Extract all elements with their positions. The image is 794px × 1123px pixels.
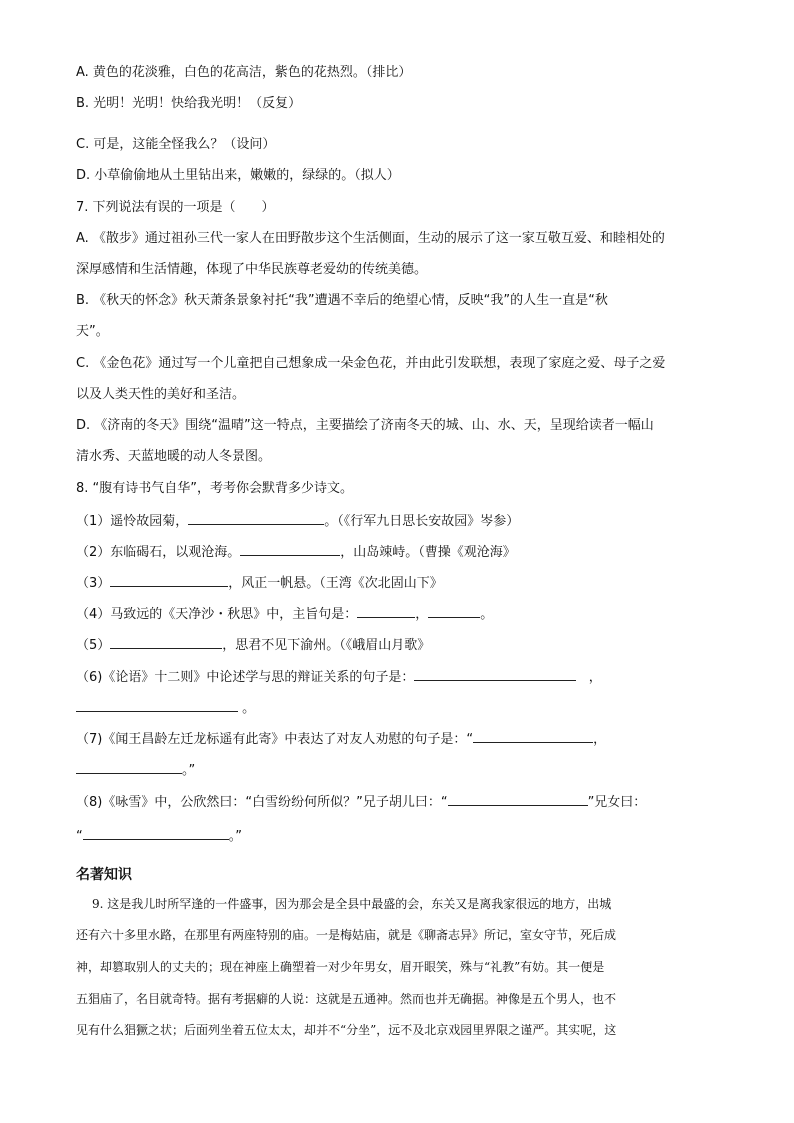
answer-blank[interactable] [110, 635, 222, 649]
q8-item-4-suffix: 。 [480, 607, 494, 622]
answer-blank[interactable] [110, 573, 228, 587]
answer-blank[interactable] [428, 604, 480, 618]
q7-option-c-line1: C. 《金色花》通过写一个儿童把自己想象成一朵金色花，并由此引发联想，表现了家庭之爱、母子之爱 [76, 356, 666, 371]
q8-item-3-suffix: ，风正一帆悬。（王湾《次北固山下》 [228, 576, 443, 591]
q8-item-3 [76, 573, 716, 593]
q6-option-a: A. 黄色的花淡雅，白色的花高洁，紫色的花热烈。（排比） [76, 65, 412, 80]
q8-item-7-prefix: （7)《闻王昌龄左迁龙标遥有此寄》中表达了对友人劝慰的句子是：“ [76, 732, 474, 747]
q7-option-a-line1: A. 《散步》通过祖孙三代一家人在田野散步这个生活侧面，生动的展示了这一家互敬互爱、和睦相处的 [76, 231, 665, 246]
q7-option-b-line2: 天”。 [76, 324, 109, 339]
q8-item-2 [76, 542, 716, 562]
q8-item-4-comma: ， [415, 607, 429, 622]
q8-item-7-end: 。” [182, 763, 196, 778]
q8-item-5-suffix: ，思君不见下渝州。（《峨眉山月歌》 [222, 638, 431, 653]
q8-item-5 [76, 635, 716, 655]
answer-blank[interactable] [188, 511, 324, 525]
q8-item-7 [76, 729, 716, 749]
q7-option-c-line2: 以及人类天性的美好和圣洁。 [76, 387, 246, 402]
answer-blank[interactable] [473, 729, 593, 743]
answer-blank[interactable] [357, 604, 415, 618]
q6-option-d: D. 小草偷偷地从土里钻出来，嫩嫩的，绿绿的。（拟人） [76, 168, 400, 183]
q8-item-6 [76, 667, 716, 687]
q8-item-5-prefix: （5） [76, 638, 111, 653]
q8-item-6-prefix: （6)《论语》十二则》中论述学与思的辩证关系的句子是： [76, 670, 415, 685]
section-heading: 名著知识 [76, 867, 132, 883]
q8-item-7-comma: ， [593, 732, 607, 747]
q6-option-c: C. 可是，这能全怪我么？（设问） [76, 137, 276, 152]
q6-option-b: B. 光明！光明！快给我光明！（反复） [76, 96, 302, 111]
q8-item-6-end: 。 [242, 701, 256, 716]
q7-option-a-line2: 深厚感情和生活情趣，体现了中华民族尊老爱幼的传统美德。 [76, 262, 428, 277]
q8-item-8-mid: ”兄女曰： [587, 795, 647, 810]
q8-item-1 [76, 511, 716, 531]
answer-blank[interactable] [240, 542, 340, 556]
q7-stem: 7. 下列说法有误的一项是（ ） [76, 200, 275, 215]
q9-line-4: 五猖庙了，名目就奇特。据有考据癖的人说：这就是五通神。然而也并无确据。神像是五个男人，也不 [76, 992, 617, 1006]
answer-blank[interactable] [76, 698, 238, 712]
q8-stem: 8. “腹有诗书气自华”，考考你会默背多少诗文。 [76, 481, 354, 496]
q8-item-7-cont [76, 760, 716, 780]
q8-item-8 [76, 792, 716, 812]
q8-item-8-end: 。” [228, 829, 242, 844]
q8-item-1-suffix: 。（《行军九日思长安故园》岑参） [324, 514, 520, 529]
answer-blank[interactable] [414, 667, 576, 681]
q8-item-3-prefix: （3） [76, 576, 111, 591]
q9-line-5: 见有什么猖獗之状；后面列坐着五位太太，却并不“分坐”，远不及北京戏园里界限之谨严。其实呢，这 [76, 1023, 617, 1037]
answer-blank[interactable] [76, 760, 182, 774]
q8-item-6-cont [76, 698, 716, 718]
q8-item-2-suffix: ，山岛竦峙。（曹操《观沧海》 [340, 545, 516, 560]
q8-item-8-prefix: （8)《咏雪》中，公欣然曰：“白雪纷纷何所似？”兄子胡儿曰：“ [76, 795, 448, 810]
q9-line-2: 还有六十多里水路，在那里有两座特别的庙。一是梅姑庙，就是《聊斋志异》所记，室女守节，死后成 [76, 928, 617, 942]
q8-item-6-comma: ， [588, 670, 602, 685]
q7-option-d-line2: 清水秀、天蓝地暖的动人冬景图。 [76, 449, 272, 464]
q8-item-8-open-quote: “ [76, 829, 83, 844]
q8-item-1-prefix: （1）遥怜故园菊， [76, 514, 189, 529]
q9-line-1: 9. 这是我儿时所罕逢的一件盛事，因为那会是全县中最盛的会，东关又是离我家很远的地方，出城 [92, 897, 612, 911]
q7-option-b-line1: B. 《秋天的怀念》秋天萧条景象衬托“我”遭遇不幸后的绝望心情，反映“我”的人生一直是“秋 [76, 293, 608, 308]
q8-item-2-prefix: （2）东临碣石，以观沧海。 [76, 545, 241, 560]
q9-line-3: 神，却篡取别人的丈夫的；现在神座上确塑着一对少年男女，眉开眼笑，殊与“礼教”有妨。其一便是 [76, 960, 605, 974]
q8-item-8-cont [76, 826, 716, 846]
q8-item-4 [76, 604, 716, 624]
q7-option-d-line1: D. 《济南的冬天》围绕“温晴”这一特点，主要描绘了济南冬天的城、山、水、天，呈现给读者一幅山 [76, 418, 654, 433]
answer-blank[interactable] [83, 826, 229, 840]
q8-item-4-prefix: （4）马致远的《天净沙・秋思》中，主旨句是： [76, 607, 358, 622]
answer-blank[interactable] [448, 792, 588, 806]
